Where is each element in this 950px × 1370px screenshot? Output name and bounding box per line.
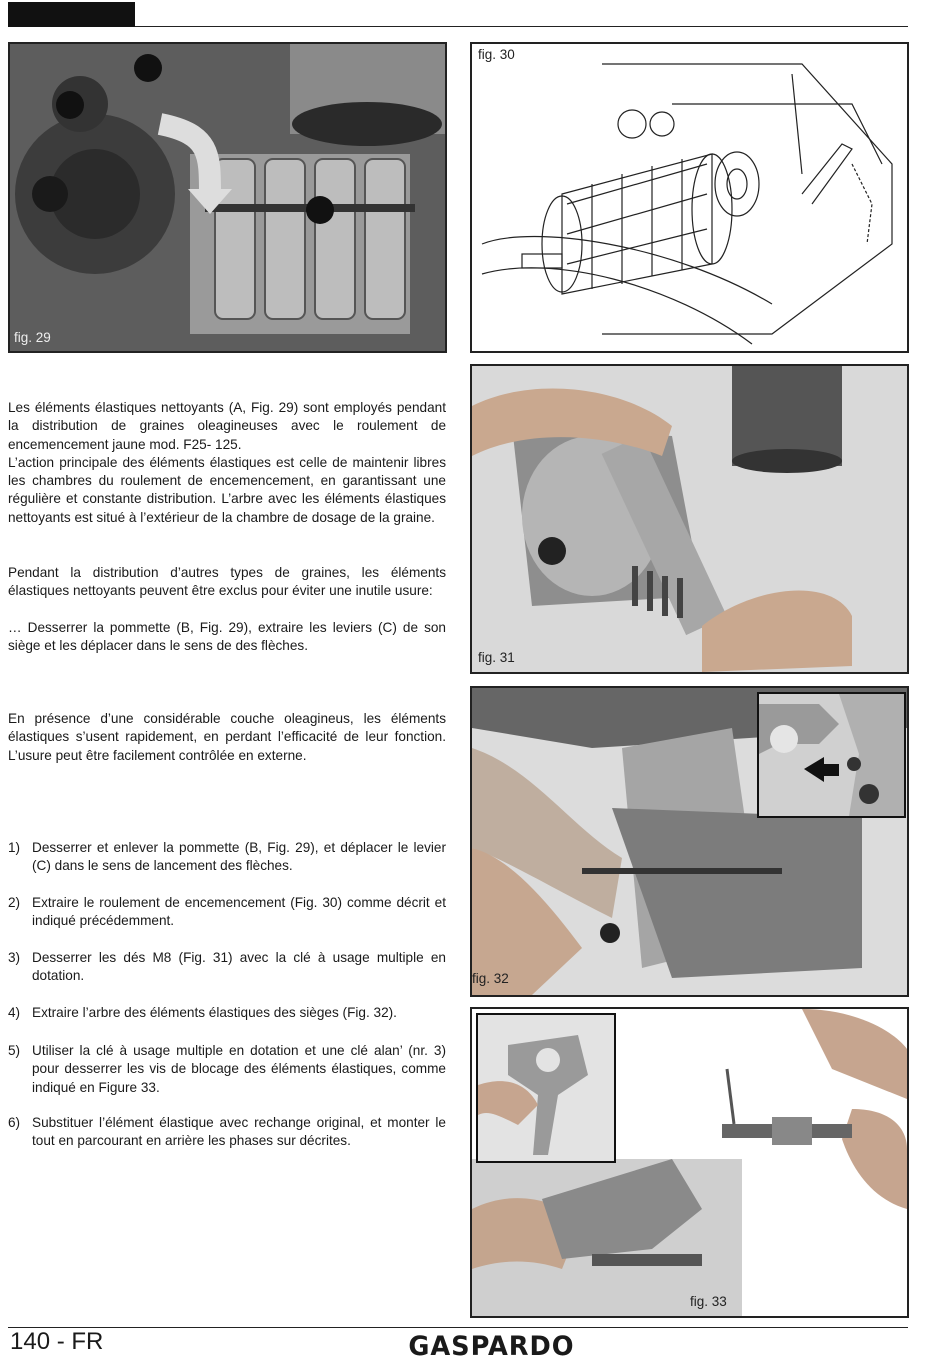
figure-33-inset-photo [478, 1015, 614, 1161]
step-5-number: 5) [8, 1043, 21, 1058]
step-4-number: 4) [8, 1005, 21, 1020]
figure-31 [470, 364, 909, 674]
figure-31-photo [472, 366, 907, 672]
figure-29-photo [10, 44, 445, 351]
figure-29 [8, 42, 447, 353]
marker-c [306, 196, 334, 224]
header-block [8, 2, 135, 27]
step-5 [8, 1042, 446, 1097]
figure-30 [470, 42, 909, 353]
figure-33-caption: fig. 33 [690, 1294, 727, 1309]
figure-32 [470, 686, 909, 997]
paragraph-4: … Desserrer la pommette (B, Fig. 29), extraire les leviers (C) de son siège et les déplacer dans le sens de des flèches. [8, 620, 446, 654]
intro-paragraph [8, 399, 446, 527]
step-2-number: 2) [8, 895, 21, 910]
figure-30-caption: fig. 30 [478, 47, 515, 62]
step-4-text: Extraire l’arbre des éléments élastiques des sièges (Fig. 32). [32, 1005, 397, 1020]
step-1 [8, 839, 446, 876]
step-1-text: Desserrer et enlever la pommette (B, Fig. 29), et déplacer le levier (C) dans le sens de lancement des flèches. [32, 840, 446, 874]
footer-rule [8, 1327, 908, 1328]
paragraph-5: En présence d’une considérable couche oleagineus, les éléments élastiques s’usent rapidement, en perdant l’efficacité de leur fonction. L’usure peut être facilement contrôlée en externe. [8, 711, 446, 763]
brand-logo: GASPARDO [408, 1331, 575, 1362]
step-3-number: 3) [8, 950, 21, 965]
figure-29-caption: fig. 29 [14, 330, 51, 345]
figure-32-caption: fig. 32 [472, 971, 509, 986]
figure-32-inset [757, 692, 906, 818]
marker-b [56, 91, 84, 119]
marker-a [134, 54, 162, 82]
step-3-text: Desserrer les dés M8 (Fig. 31) avec la clé à usage multiple en dotation. [32, 950, 446, 984]
figure-33 [470, 1007, 909, 1318]
paragraph-1: Les éléments élastiques nettoyants (A, Fig. 29) sont employés pendant la distribution de graines oleagineuses avec le roulement de encemencement jaune mod. F25- 125. [8, 400, 446, 452]
figure-31-caption: fig. 31 [478, 650, 515, 665]
figure-33-inset [476, 1013, 616, 1163]
step-6-number: 6) [8, 1115, 21, 1130]
figure-32-inset-photo [759, 694, 904, 816]
paragraph-2: L’action principale des éléments élastiques est celle de maintenir libres les chambres du roulement de encemencement, en garantissant une régulière et constante distribution. L’arbre avec les éléments élastiques nettoyants est situé à l’extérieur de la chambre de dosage de la graine. [8, 454, 446, 525]
figure-30-drawing [472, 44, 907, 351]
step-4 [8, 1004, 446, 1022]
paragraph-3: Pendant la distribution d’autres types de graines, les éléments élastiques nettoyants peuvent être exclus pour éviter une inutile usure: [8, 565, 446, 599]
step-1-number: 1) [8, 840, 21, 855]
header-rule [135, 26, 908, 27]
step-6 [8, 1114, 446, 1151]
step-3 [8, 949, 446, 986]
step-2-text: Extraire le roulement de encemencement (Fig. 30) comme décrit et indiqué précédemment. [32, 895, 446, 929]
step-5-text: Utiliser la clé à usage multiple en dotation et une clé alan’ (nr. 3) pour desserrer les vis de blocage des éléments élastiques, comme indiqué en Figure 33. [32, 1043, 446, 1095]
page-number: 140 - FR [10, 1328, 104, 1355]
step-6-text: Substituer l’élément élastique avec rechange original, et monter le tout en parcourant en arrière les phases sur décrites. [32, 1115, 446, 1149]
step-2 [8, 894, 446, 931]
